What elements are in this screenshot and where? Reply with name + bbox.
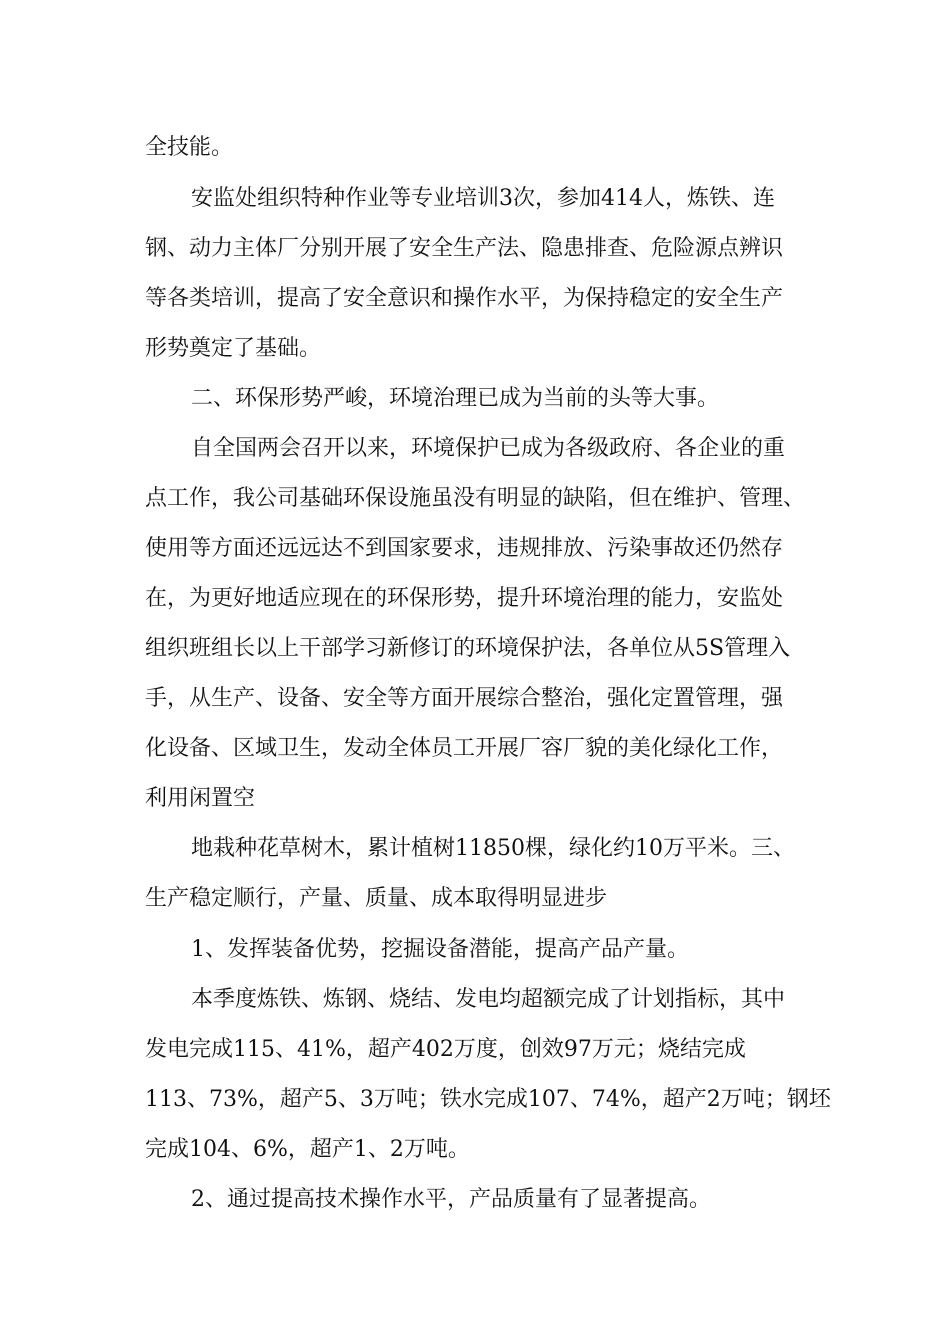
subsection-heading: 2、通过提高技术操作水平，产品质量有了显著提高。 — [191, 1187, 711, 1212]
paragraph-line: 地栽种花草树木，累计植树11850棵，绿化约10万平米。三、 — [191, 836, 795, 861]
text-line: 化设备、区域卫生，发动全体员工开展厂容厂貌的美化绿化工作， — [145, 736, 784, 761]
text-line: 形势奠定了基础。 — [145, 336, 322, 361]
text-line: 等各类培训，提高了安全意识和操作水平，为保持稳定的安全生产 — [145, 286, 784, 311]
text-line: 全技能。 — [145, 135, 234, 160]
paragraph-line: 安监处组织特种作业等专业培训3次，参加414人，炼铁、连 — [191, 186, 775, 211]
text-line: 使用等方面还远远达不到国家要求，违规排放、污染事故还仍然存 — [145, 536, 784, 561]
text-line: 生产稳定顺行，产量、质量、成本取得明显进步 — [145, 886, 608, 911]
text-line: 发电完成115、41%，超产402万度，创效97万元；烧结完成 — [145, 1037, 746, 1062]
subsection-heading: 1、发挥装备优势，挖掘设备潜能，提高产品产量。 — [191, 937, 689, 962]
paragraph-line: 自全国两会召开以来，环境保护已成为各级政府、各企业的重 — [191, 436, 786, 461]
text-line: 完成104、6%，超产1、2万吨。 — [145, 1137, 470, 1162]
paragraph-line: 本季度炼铁、炼钢、烧结、发电均超额完成了计划指标，其中 — [191, 987, 786, 1012]
text-line: 利用闲置空 — [145, 786, 256, 811]
text-line: 手，从生产、设备、安全等方面开展综合整治，强化定置管理，强 — [145, 686, 784, 711]
text-line: 点工作，我公司基础环保设施虽没有明显的缺陷，但在维护、管理、 — [145, 486, 806, 511]
text-line: 113、73%，超产5、3万吨；铁水完成107、74%，超产2万吨；钢坯 — [145, 1087, 831, 1112]
section-heading: 二、环保形势严峻，环境治理已成为当前的头等大事。 — [191, 386, 720, 411]
text-line: 在，为更好地适应现在的环保形势，提升环境治理的能力，安监处 — [145, 586, 784, 611]
text-line: 钢、动力主体厂分别开展了安全生产法、隐患排查、危险源点辨识 — [145, 236, 784, 261]
text-line: 组织班组长以上干部学习新修订的环境保护法，各单位从5S管理入 — [145, 636, 791, 661]
